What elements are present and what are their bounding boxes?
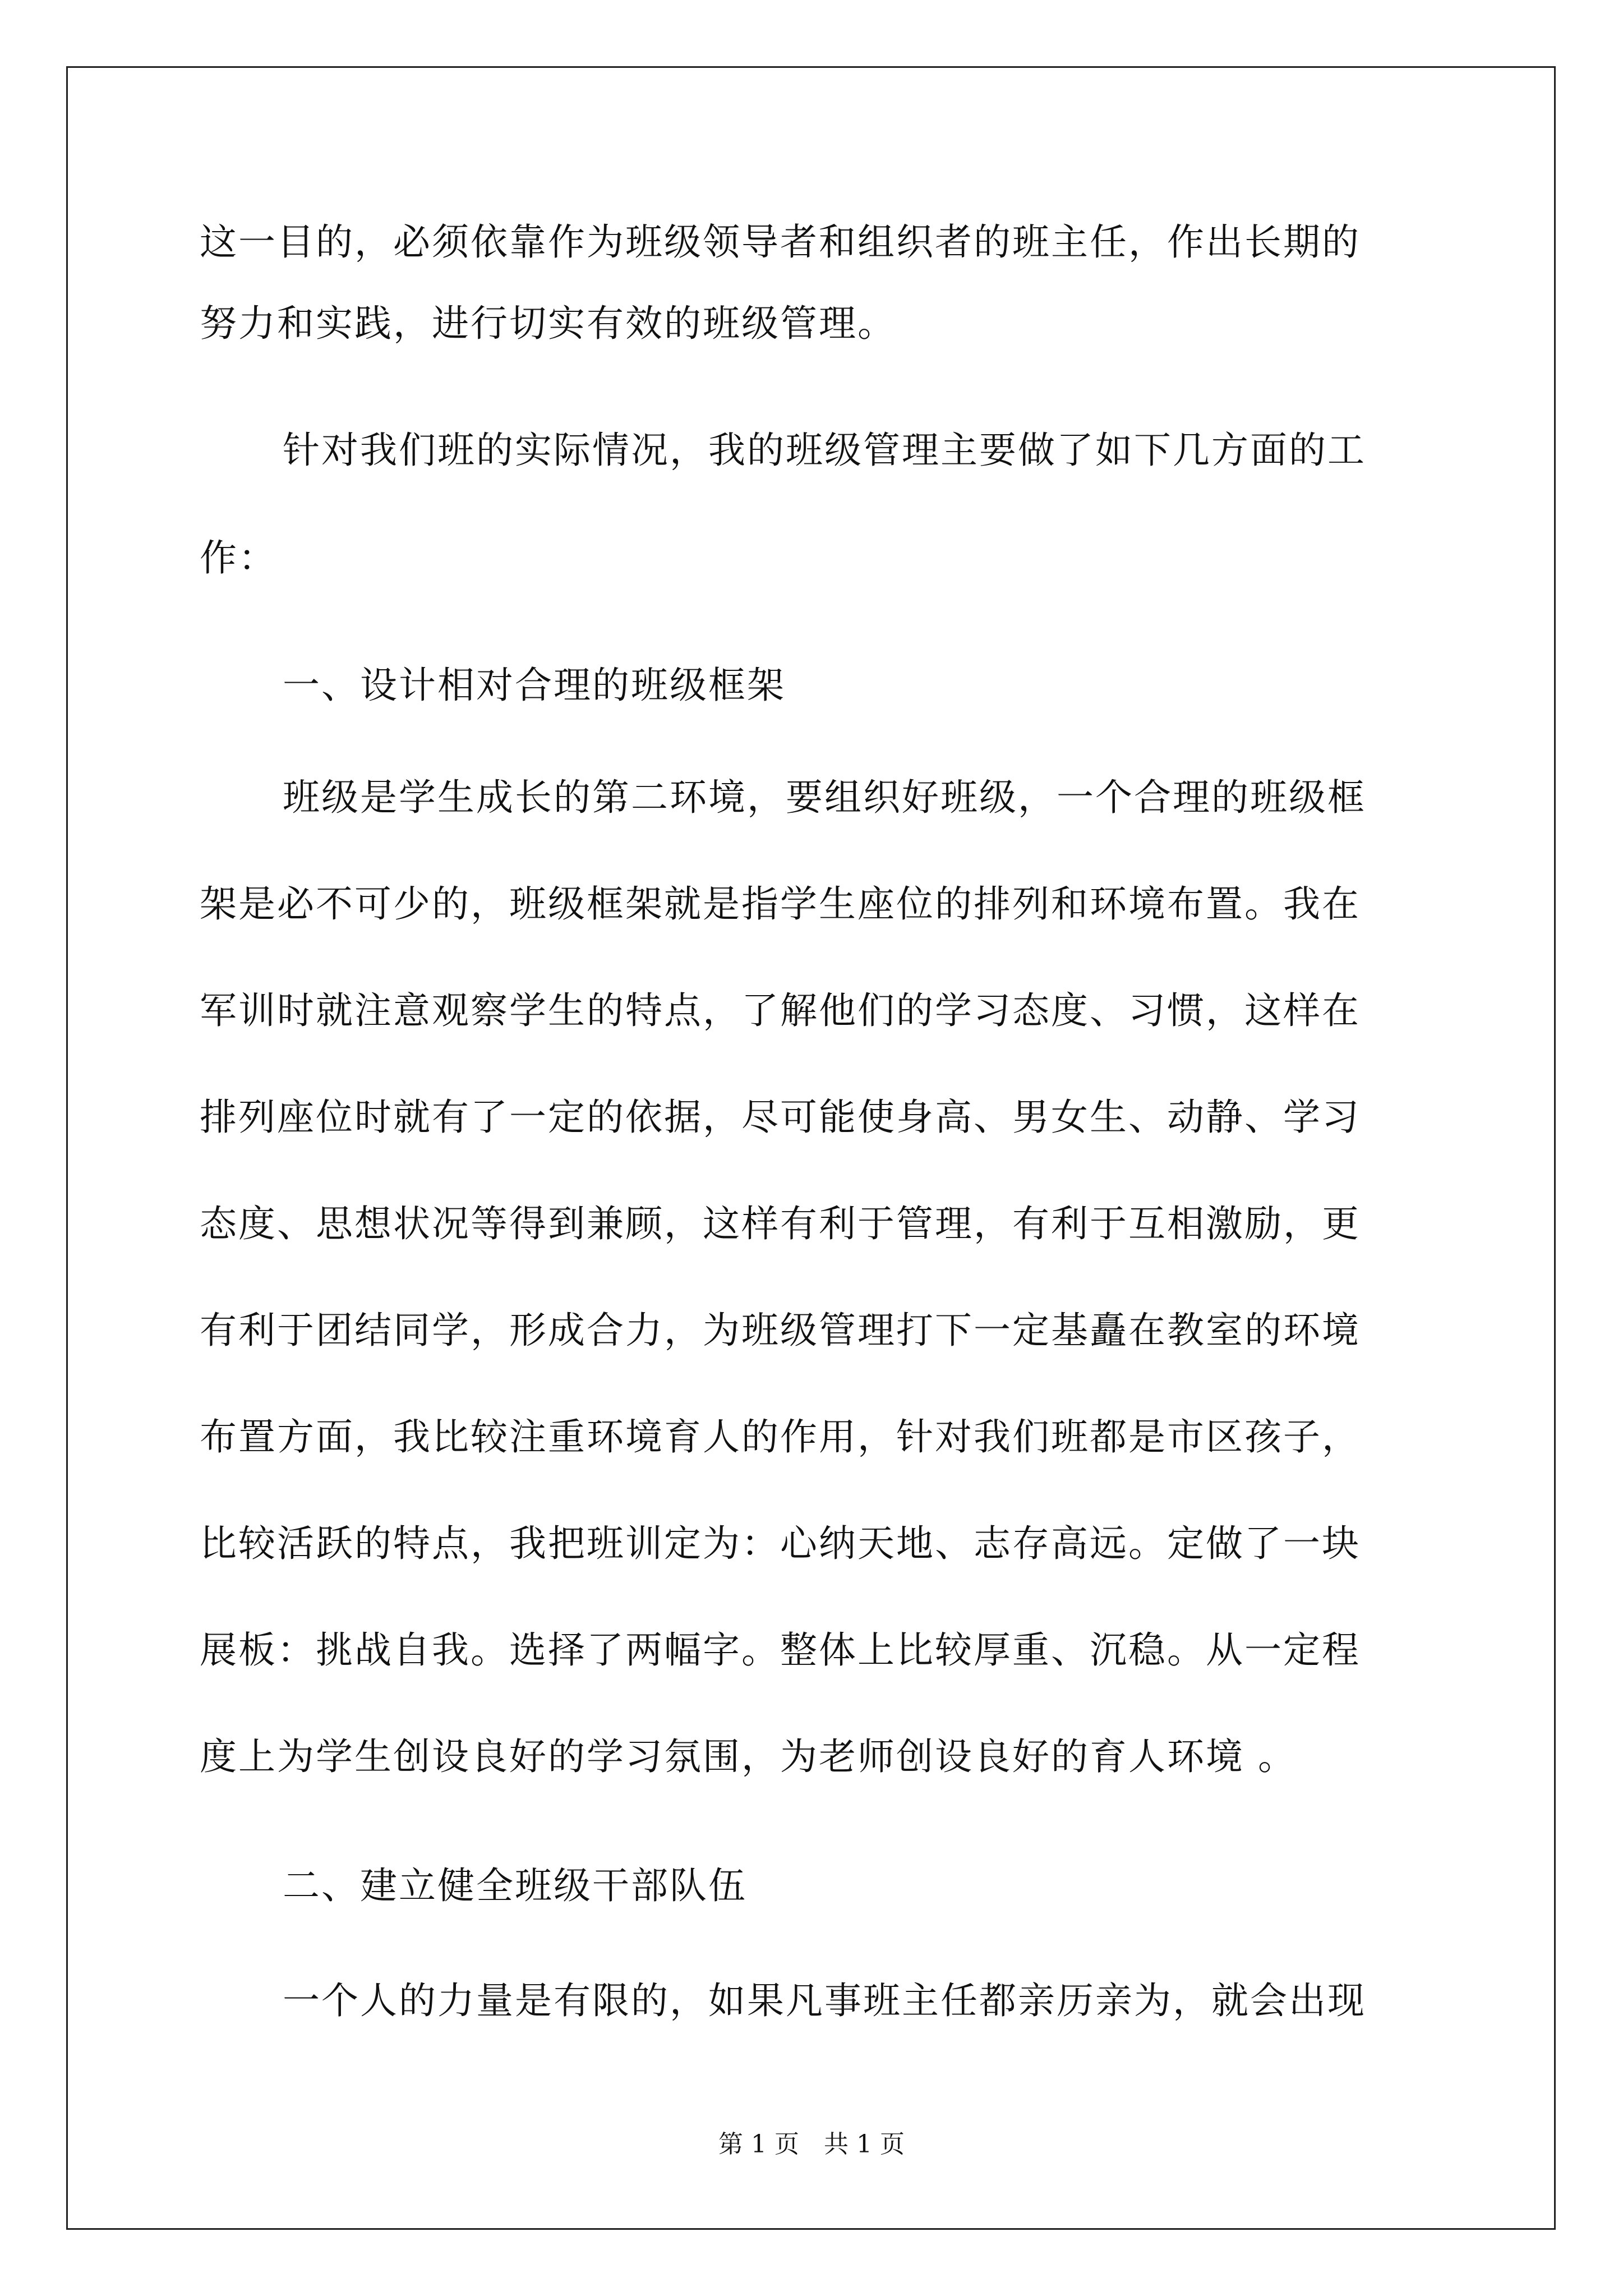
text-line: 布置方面，我比较注重环境育人的作用，针对我们班都是市区孩子， [200, 1415, 1361, 1458]
text-line: 一个人的力量是有限的，如果凡事班主任都亲历亲为，就会出现 [283, 1979, 1366, 2022]
text-line: 排列座位时就有了一定的依据，尽可能使身高、男女生、动静、学习 [200, 1096, 1361, 1139]
text-line: 有利于团结同学，形成合力，为班级管理打下一定基矗在教室的环境 [200, 1309, 1361, 1352]
text-line: 努力和实践，进行切实有效的班级管理。 [200, 302, 896, 345]
section-heading: 二、建立健全班级干部队伍 [283, 1864, 747, 1907]
page-number-footer: 第 1 页 共 1 页 [718, 2130, 905, 2159]
text-line: 军训时就注意观察学生的特点，了解他们的学习态度、习惯，这样在 [200, 989, 1361, 1032]
text-line: 比较活跃的特点，我把班训定为：心纳天地、志存高远。定做了一块 [200, 1522, 1361, 1565]
text-line: 度上为学生创设良好的学习氛围，为老师创设良好的育人环境 。 [200, 1735, 1297, 1778]
text-line: 班级是学生成长的第二环境，要组织好班级，一个合理的班级框 [283, 776, 1366, 819]
section-heading: 一、设计相对合理的班级框架 [283, 664, 786, 707]
text-line: 针对我们班的实际情况，我的班级管理主要做了如下几方面的工 [283, 429, 1366, 472]
text-line: 作： [200, 536, 277, 579]
text-line: 展板：挑战自我。选择了两幅字。整体上比较厚重、沉稳。从一定程 [200, 1628, 1361, 1672]
text-line: 架是必不可少的，班级框架就是指学生座位的排列和环境布置。我在 [200, 882, 1361, 926]
text-line: 这一目的，必须依靠作为班级领导者和组织者的班主任，作出长期的 [200, 220, 1361, 264]
text-line: 态度、思想状况等得到兼顾，这样有利于管理，有利于互相激励，更 [200, 1202, 1361, 1245]
